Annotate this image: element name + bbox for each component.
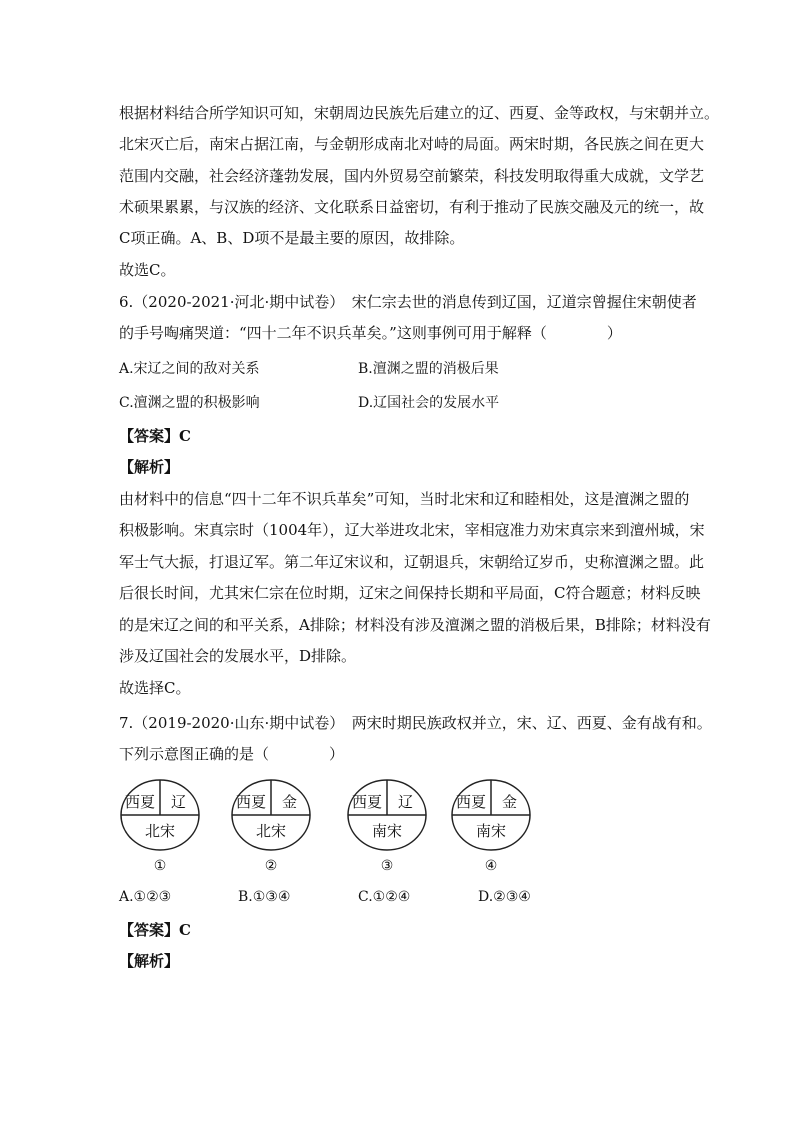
circle-diagram xyxy=(119,778,201,852)
question-6-stem: 6.（2020-2021·河北·期中试卷） 宋仁宗去世的消息传到辽国，辽道宗曾握住宋朝使者 xyxy=(119,293,697,311)
circle-diagram xyxy=(450,778,532,852)
conclusion: 故选择C。 xyxy=(119,679,191,697)
circle-diagram xyxy=(346,778,428,852)
answer-label: 【答案】C xyxy=(119,921,191,939)
text-line: C项正确。A、B、D项不是最主要的原因，故排除。 xyxy=(119,229,465,247)
conclusion: 故选C。 xyxy=(119,261,176,279)
region-right: 金 xyxy=(282,793,298,811)
option-b: B.①③④ xyxy=(238,889,291,905)
option-d: D.②③④ xyxy=(478,889,531,905)
region-right: 辽 xyxy=(398,793,414,811)
diagram-index: ④ xyxy=(484,858,498,874)
option-d: D.辽国社会的发展水平 xyxy=(358,395,500,411)
option-c: C.①②④ xyxy=(358,889,411,905)
text-line: 北宋灭亡后，南宋占据江南，与金朝形成南北对峙的局面。两宋时期，各民族之间在更大 xyxy=(119,135,705,153)
circle-diagram xyxy=(230,778,312,852)
analysis-line: 由材料中的信息“四十二年不识兵革矣”可知，当时北宋和辽和睦相处，这是澶渊之盟的 xyxy=(119,490,690,508)
question-7-stem: 7.（2019-2020·山东·期中试卷） 两宋时期民族政权并立，宋、辽、西夏、金有战有和。 xyxy=(119,714,712,732)
diagram-index: ① xyxy=(153,858,167,874)
analysis-line: 后很长时间，尤其宋仁宗在位时期，辽宋之间保持长期和平局面，C符合题意；材料反映 xyxy=(119,584,701,602)
analysis-line: 涉及辽国社会的发展水平，D排除。 xyxy=(119,647,357,665)
region-bottom: 北宋 xyxy=(256,822,287,840)
region-left: 西夏 xyxy=(352,793,383,811)
analysis-line: 的是宋辽之间的和平关系，A排除；材料没有涉及澶渊之盟的消极后果，B排除；材料没有 xyxy=(119,616,711,634)
text-line: 术硕果累累，与汉族的经济、文化联系日益密切，有利于推动了民族交融及元的统一，故 xyxy=(119,198,705,216)
question-6-stem: 的手号啕痛哭道：“四十二年不识兵革矣。”这则事例可用于解释（ ） xyxy=(119,324,622,342)
diagram-index: ③ xyxy=(380,858,394,874)
region-left: 西夏 xyxy=(236,793,267,811)
region-left: 西夏 xyxy=(456,793,487,811)
region-bottom: 南宋 xyxy=(476,822,507,840)
region-right: 金 xyxy=(502,793,518,811)
region-right: 辽 xyxy=(171,793,187,811)
option-b: B.澶渊之盟的消极后果 xyxy=(358,361,499,377)
option-a: A.宋辽之间的敌对关系 xyxy=(119,361,260,377)
analysis-title: 【解析】 xyxy=(119,952,180,970)
diagram-index: ② xyxy=(264,858,278,874)
question-7-stem: 下列示意图正确的是（ ） xyxy=(119,745,345,763)
answer-label: 【答案】C xyxy=(119,427,191,445)
region-bottom: 南宋 xyxy=(372,822,403,840)
option-a: A.①②③ xyxy=(119,889,172,905)
text-line: 范围内交融，社会经济蓬勃发展，国内外贸易空前繁荣，科技发明取得重大成就，文学艺 xyxy=(119,167,705,185)
option-c: C.澶渊之盟的积极影响 xyxy=(119,395,260,411)
analysis-line: 积极影响。宋真宗时（1004年），辽大举进攻北宋，宰相寇准力劝宋真宗来到澶州城，宋 xyxy=(119,521,705,539)
region-left: 西夏 xyxy=(125,793,156,811)
analysis-line: 军士气大振，打退辽军。第二年辽宋议和，辽朝退兵，宋朝给辽岁币，史称澶渊之盟。此 xyxy=(119,553,705,571)
text-line: 根据材料结合所学知识可知，宋朝周边民族先后建立的辽、西夏、金等政权，与宋朝并立。 xyxy=(119,104,720,122)
region-bottom: 北宋 xyxy=(145,822,176,840)
analysis-title: 【解析】 xyxy=(119,458,180,476)
